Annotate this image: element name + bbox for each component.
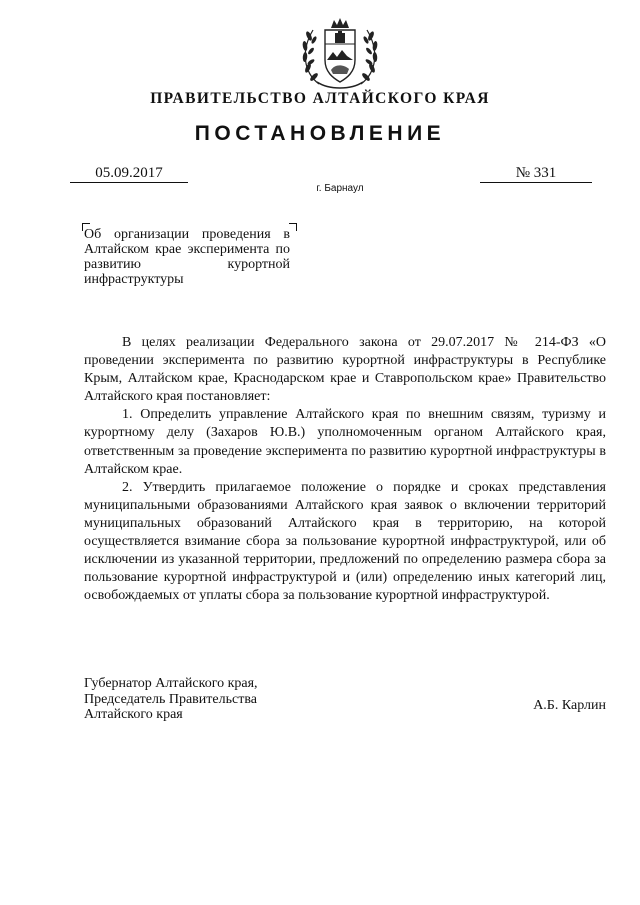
signature-position-line: Председатель Правительства	[84, 691, 257, 707]
government-title: ПРАВИТЕЛЬСТВО АЛТАЙСКОГО КРАЯ	[150, 90, 490, 107]
signatory-name: А.Б. Карлин	[533, 698, 606, 713]
signature-position-line: Алтайского края	[84, 707, 183, 722]
document-subject: Об организации проведения в Алтайском крае эксперимента по развитию курортной инфраструктуры	[84, 227, 290, 287]
subject-corner-right	[289, 223, 297, 231]
coat-of-arms-icon	[297, 14, 383, 92]
signature-position	[84, 676, 384, 723]
document-number: № 331	[515, 165, 557, 181]
body-paragraph-item-2: 2. Утвердить прилагаемое положение о порядке и сроках представления муниципальными образованиями Алтайского края заявок о включении территорий муниципальных образований Алтайского края в территорию, на которой осуществляется взимание сбора за пользование курортной инфраструктурой, или об исключении из указанной территории, предложений по определению размера сбора за пользование курортной инфраструктурой и (или) определению иных категорий лиц, освобождаемых от уплаты сбора за пользование курортной инфраструктурой.	[84, 479, 606, 604]
document-body	[84, 334, 606, 605]
body-paragraph-preamble: В целях реализации Федерального закона от 29.07.2017 № 214-ФЗ «О проведении эксперимента по развитию курортной инфраструктуры в Республике Крым, Алтайском крае, Краснодарском крае и Ставропольском крае» Правительство Алтайского края постановляет:	[84, 335, 606, 405]
body-paragraph-item-1: 1. Определить управление Алтайского края по внешним связям, туризму и курортному делу (Захаров Ю.В.) уполномоченным органом Алтайского края, ответственным за проведение эксперимента по развитию курортной инфраструктуры в Алтайском крае.	[84, 407, 606, 477]
signature-position-line: Губернатор Алтайского края,	[84, 676, 258, 691]
document-type: ПОСТАНОВЛЕНИЕ	[194, 122, 446, 145]
document-city: г. Барнаул	[316, 183, 364, 194]
document-date: 05.09.2017	[70, 164, 188, 183]
